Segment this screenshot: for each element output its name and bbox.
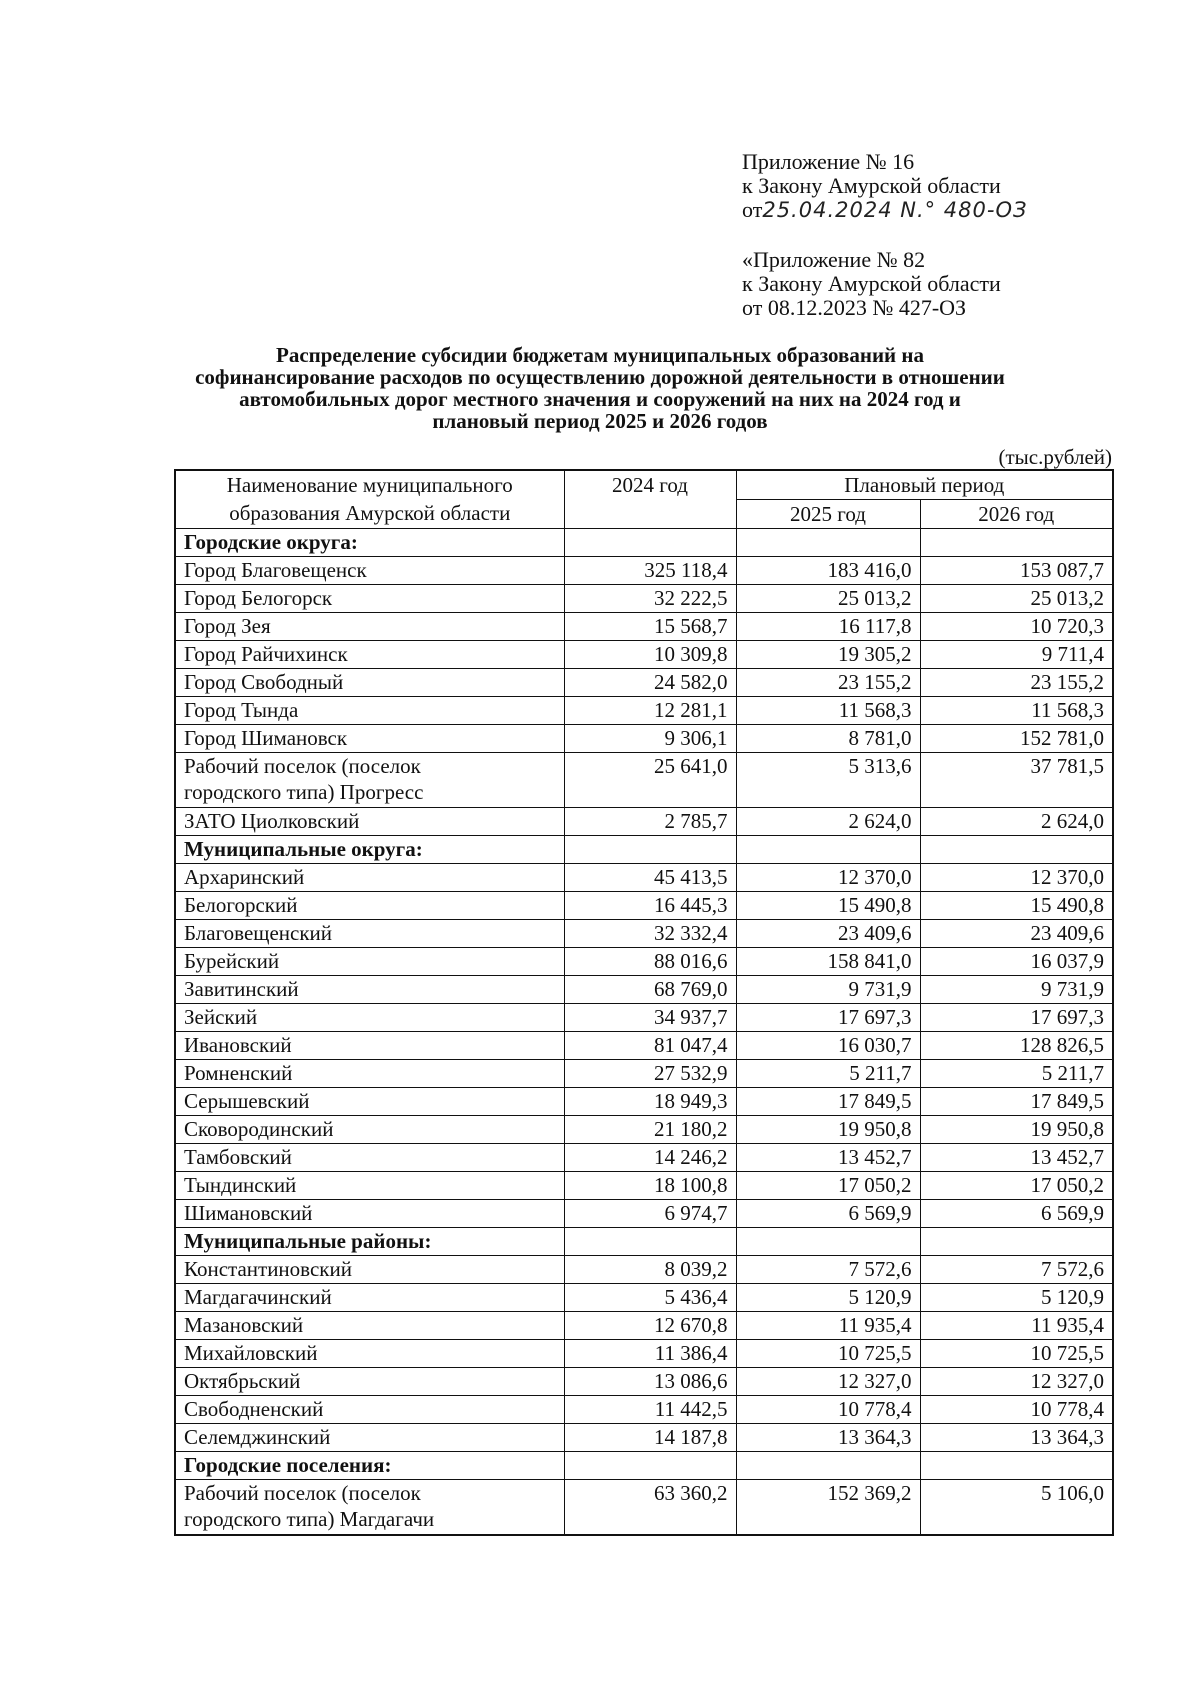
table-row [175,1312,1113,1340]
municipality-name: Белогорский [175,892,564,920]
value-2026: 9 731,9 [920,976,1113,1004]
value-2026: 15 490,8 [920,892,1113,920]
value-2026: 128 826,5 [920,1032,1113,1060]
value-2025: 17 050,2 [736,1172,920,1200]
empty-cell [920,529,1113,557]
value-2024: 11 442,5 [564,1396,736,1424]
table-row [175,1060,1113,1088]
municipality-name: Архаринский [175,864,564,892]
municipality-name: Город Райчихинск [175,641,564,669]
value-2025: 11 935,4 [736,1312,920,1340]
value-2025: 10 725,5 [736,1340,920,1368]
municipality-name: ЗАТО Циолковский [175,808,564,836]
municipality-name: Магдагачинский [175,1284,564,1312]
municipality-name: Тындинский [175,1172,564,1200]
municipality-name: Селемджинский [175,1424,564,1452]
table-row [175,725,1113,753]
municipality-name: Сковородинский [175,1116,564,1144]
table-row [175,697,1113,725]
value-2024: 45 413,5 [564,864,736,892]
value-2025: 6 569,9 [736,1200,920,1228]
value-2026: 23 155,2 [920,669,1113,697]
value-2024: 10 309,8 [564,641,736,669]
value-2024: 325 118,4 [564,557,736,585]
municipality-name: Ивановский [175,1032,564,1060]
table-row [175,976,1113,1004]
empty-cell [920,836,1113,864]
table-row [175,1172,1113,1200]
value-2025: 12 370,0 [736,864,920,892]
value-2026: 19 950,8 [920,1116,1113,1144]
value-2025: 5 313,6 [736,753,920,808]
value-2025: 15 490,8 [736,892,920,920]
value-2025: 7 572,6 [736,1256,920,1284]
value-2025: 8 781,0 [736,725,920,753]
municipality-name: Зейский [175,1004,564,1032]
value-2026: 2 624,0 [920,808,1113,836]
value-2026: 5 211,7 [920,1060,1113,1088]
table-row [175,1424,1113,1452]
value-2026: 5 120,9 [920,1284,1113,1312]
table-row [175,1116,1113,1144]
section-label: Городские поселения: [175,1452,564,1480]
value-2026: 25 013,2 [920,585,1113,613]
annex-current [742,150,1027,222]
section-row [175,1228,1113,1256]
value-2026: 17 697,3 [920,1004,1113,1032]
value-2026: 153 087,7 [920,557,1113,585]
header-municipality-line1: Наименование муниципального [226,473,513,497]
value-2024: 6 974,7 [564,1200,736,1228]
value-2024: 12 281,1 [564,697,736,725]
value-2024: 25 641,0 [564,753,736,808]
value-2024: 14 246,2 [564,1144,736,1172]
table-row [175,557,1113,585]
municipality-name: Город Белогорск [175,585,564,613]
annex-original-line2: к Закону Амурской области [742,271,1001,296]
annex-original-line3: от 08.12.2023 № 427-ОЗ [742,295,967,320]
value-2026: 13 452,7 [920,1144,1113,1172]
value-2024: 32 222,5 [564,585,736,613]
annex-current-line3 [742,198,1027,222]
header-municipality-line2: образования Амурской области [229,501,511,525]
value-2026: 10 778,4 [920,1396,1113,1424]
municipality-name-line: Рабочий поселок (поселок [184,1481,421,1505]
empty-cell [920,1228,1113,1256]
municipality-name: Мазановский [175,1312,564,1340]
value-2024: 68 769,0 [564,976,736,1004]
value-2024: 12 670,8 [564,1312,736,1340]
table-row [175,920,1113,948]
table-body [175,529,1113,1536]
value-2025: 17 697,3 [736,1004,920,1032]
municipality-name: Город Тында [175,697,564,725]
table-row [175,1032,1113,1060]
value-2025: 11 568,3 [736,697,920,725]
section-row [175,529,1113,557]
section-label: Городские округа: [175,529,564,557]
value-2026: 13 364,3 [920,1424,1113,1452]
municipality-name-line: Рабочий поселок (поселок [184,754,421,778]
header-2024: 2024 год [564,470,736,529]
value-2025: 158 841,0 [736,948,920,976]
subsidy-table [174,469,1114,1536]
units-label: (тыс.рублей) [998,445,1112,469]
title-line: Распределение субсидии бюджетам муниципальных образований на [276,343,924,367]
value-2026: 11 935,4 [920,1312,1113,1340]
municipality-name: Серышевский [175,1088,564,1116]
value-2025: 23 155,2 [736,669,920,697]
table-row [175,1200,1113,1228]
value-2026: 7 572,6 [920,1256,1113,1284]
municipality-name: Михайловский [175,1340,564,1368]
value-2026: 9 711,4 [920,641,1113,669]
value-2025: 19 305,2 [736,641,920,669]
value-2026: 17 849,5 [920,1088,1113,1116]
table-row [175,753,1113,808]
value-2025: 16 030,7 [736,1032,920,1060]
municipality-name: Город Шимановск [175,725,564,753]
municipality-name: Город Благовещенск [175,557,564,585]
value-2026: 12 327,0 [920,1368,1113,1396]
empty-cell [736,1228,920,1256]
table-row [175,1340,1113,1368]
title-line: плановый период 2025 и 2026 годов [432,409,768,433]
value-2026: 16 037,9 [920,948,1113,976]
table-row [175,1088,1113,1116]
value-2024: 34 937,7 [564,1004,736,1032]
value-2025: 152 369,2 [736,1480,920,1536]
value-2024: 63 360,2 [564,1480,736,1536]
municipality-name: Константиновский [175,1256,564,1284]
empty-cell [736,1452,920,1480]
table-row [175,948,1113,976]
value-2024: 13 086,6 [564,1368,736,1396]
value-2025: 183 416,0 [736,557,920,585]
section-label: Муниципальные районы: [175,1228,564,1256]
table-row [175,1004,1113,1032]
value-2024: 88 016,6 [564,948,736,976]
title-line: автомобильных дорог местного значения и сооружений на них на 2024 год и [239,387,961,411]
value-2026: 37 781,5 [920,753,1113,808]
value-2025: 17 849,5 [736,1088,920,1116]
municipality-name: Свободненский [175,1396,564,1424]
table-row [175,808,1113,836]
annex-current-date-prefix: от [742,197,763,222]
annex-current-line2: к Закону Амурской области [742,173,1001,198]
value-2026: 10 720,3 [920,613,1113,641]
municipality-name-line: городского типа) Прогресс [184,780,424,804]
value-2025: 5 211,7 [736,1060,920,1088]
value-2024: 16 445,3 [564,892,736,920]
value-2025: 13 364,3 [736,1424,920,1452]
section-row [175,1452,1113,1480]
value-2025: 13 452,7 [736,1144,920,1172]
empty-cell [736,836,920,864]
section-row [175,836,1113,864]
value-2024: 21 180,2 [564,1116,736,1144]
table-row [175,585,1113,613]
section-label: Муниципальные округа: [175,836,564,864]
municipality-name: Благовещенский [175,920,564,948]
table-row [175,1256,1113,1284]
annex-current-line1: Приложение № 16 [742,149,915,174]
value-2025: 9 731,9 [736,976,920,1004]
empty-cell [736,529,920,557]
value-2024: 8 039,2 [564,1256,736,1284]
value-2024: 15 568,7 [564,613,736,641]
municipality-name: Ромненский [175,1060,564,1088]
municipality-name: Завитинский [175,976,564,1004]
value-2024: 5 436,4 [564,1284,736,1312]
value-2024: 24 582,0 [564,669,736,697]
value-2025: 23 409,6 [736,920,920,948]
municipality-name: Бурейский [175,948,564,976]
municipality-name: Шимановский [175,1200,564,1228]
empty-cell [564,1228,736,1256]
table-row [175,1368,1113,1396]
title-line: софинансирование расходов по осуществлению дорожной деятельности в отношении [195,365,1005,389]
value-2026: 152 781,0 [920,725,1113,753]
value-2024: 32 332,4 [564,920,736,948]
handwritten-date-number: 25.04.2024 N.° 480-ОЗ [762,198,1028,222]
value-2025: 5 120,9 [736,1284,920,1312]
table-row [175,1396,1113,1424]
value-2024: 27 532,9 [564,1060,736,1088]
value-2025: 25 013,2 [736,585,920,613]
value-2026: 11 568,3 [920,697,1113,725]
value-2024: 81 047,4 [564,1032,736,1060]
value-2025: 10 778,4 [736,1396,920,1424]
table-row [175,613,1113,641]
municipality-name [175,753,564,808]
value-2025: 12 327,0 [736,1368,920,1396]
table-row [175,1480,1113,1536]
value-2024: 18 949,3 [564,1088,736,1116]
empty-cell [564,836,736,864]
document-title [150,344,1050,432]
annex-original [742,248,1001,320]
municipality-name-line: городского типа) Магдагачи [184,1507,435,1531]
empty-cell [564,529,736,557]
value-2024: 9 306,1 [564,725,736,753]
empty-cell [920,1452,1113,1480]
table-row [175,641,1113,669]
value-2025: 2 624,0 [736,808,920,836]
table-row [175,864,1113,892]
annex-original-line1: «Приложение № 82 [742,247,926,272]
municipality-name: Тамбовский [175,1144,564,1172]
municipality-name: Октябрьский [175,1368,564,1396]
table-row [175,892,1113,920]
table-row [175,1284,1113,1312]
municipality-name: Город Зея [175,613,564,641]
value-2026: 6 569,9 [920,1200,1113,1228]
value-2026: 12 370,0 [920,864,1113,892]
value-2025: 16 117,8 [736,613,920,641]
municipality-name [175,1480,564,1536]
header-planned-period: Плановый период [736,470,1113,500]
header-2025: 2025 год [736,500,920,529]
value-2024: 11 386,4 [564,1340,736,1368]
value-2025: 19 950,8 [736,1116,920,1144]
municipality-name: Город Свободный [175,669,564,697]
value-2026: 23 409,6 [920,920,1113,948]
value-2026: 17 050,2 [920,1172,1113,1200]
value-2026: 10 725,5 [920,1340,1113,1368]
empty-cell [564,1452,736,1480]
table-row [175,669,1113,697]
header-2026: 2026 год [920,500,1113,529]
header-municipality [175,470,564,529]
value-2024: 18 100,8 [564,1172,736,1200]
value-2024: 2 785,7 [564,808,736,836]
value-2024: 14 187,8 [564,1424,736,1452]
value-2026: 5 106,0 [920,1480,1113,1536]
table-row [175,1144,1113,1172]
